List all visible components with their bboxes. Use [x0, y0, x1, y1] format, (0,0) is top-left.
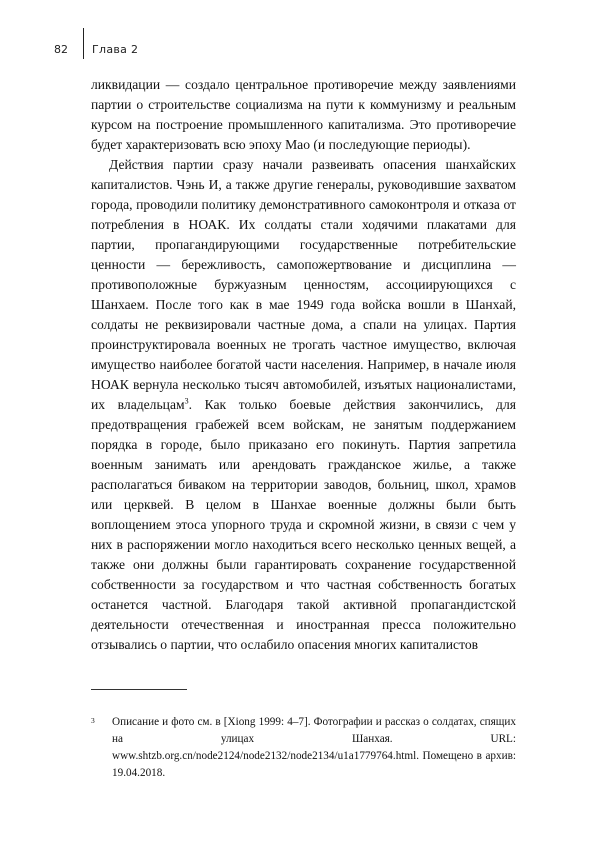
footnote-separator	[91, 689, 187, 690]
page-number: 82	[54, 43, 68, 56]
footnote	[91, 714, 516, 782]
main-text	[91, 75, 516, 655]
paragraph-continued: ликвидации — создало центральное противоречие между заявлениями партии о строительстве социализма на пути к коммунизму и реальным курсом на построение промышленного капитализма. Это противоречие будет характеризовать всю эпоху Мао (и последующие периоды).	[91, 77, 516, 152]
paragraph: Действия партии сразу начали развеивать опасения шанхайских капиталистов. Чэнь И, а также другие генералы, руководившие захватом города, проводили политику демонстративного самоконтроля и отказа от потребления в НОАК. Их солдаты стали ходячими плакатами для партии, пропагандирующими государственные потребительские ценности — бережливость, самопожертвование и дисциплина — противоположные буржуазным ценностям, ассоциирующихся с Шанхаем. После того как в мае 1949 года войска вошли в Шанхай, солдаты не реквизировали частные дома, а спали на улицах. Партия проинструктировала военных не трогать частное имущество, включая имущество наиболее богатой части населения. Например, в начале июля НОАК вернула несколько тысяч автомобилей, изъятых националистами, их владельцам$^3$. Как только боевые действия закончились, для предотвращения грабежей всем войскам, не занятым поддержанием порядка в городе, было приказано его покинуть. Партия запретила военным занимать или арендовать гражданское жилье, а также располагаться биваком на территории заводов, больниц, школ, храмов или церквей. В целом в Шанхае военные должны были быть воплощением этоса упорного труда и скромной жизни, в связи с чем у них в распоряжении могло находиться всего несколько ценных вещей, а также они должны были гарантировать сохранение государственной собственности за государством и что частная собственность богатых останется частной. Благодаря такой активной пропагандистской деятельности отечественная и иностранная пресса положительно отзывались о партии, что ослабило опасения многих капиталистов	[91, 157, 516, 652]
paragraph-text: Действия партии сразу начали развеивать опасения шанхайских капиталистов. Чэнь И, а также другие генералы, руководившие захватом города, проводили политику демонстративного самоконтроля и отказа от потребления в НОАК. Их солдаты стали ходячими плакатами для партии, пропагандирующими государственные потребительские ценности — бережливость, самопожертвование и дисциплина — противоположные буржуазным ценностям, ассоциирующихся с Шанхаем. После того как в мае 1949 года войска вошли в Шанхай, солдаты не реквизировали частные дома, а спали на улицах. Партия проинструктировала военных не трогать частное имущество, включая имущество наиболее богатой части населения. Например, в начале июля НОАК вернула несколько тысяч автомобилей, изъятых националистами, их владельцам	[91, 157, 516, 412]
footnote-marker: 3	[91, 716, 95, 725]
paragraph-text-continued: Как только боевые действия закончились, для предотвращения грабежей всем войскам, не занятым поддержанием порядка в городе, было приказано его покинуть. Партия запретила военным занимать или арендовать гражданское жилье, а также располагаться биваком на территории заводов, больниц, школ, храмов или церквей. В целом в Шанхае военные должны были быть воплощением этоса упорного труда и скромной жизни, в связи с чем у них в распоряжении могло находиться всего несколько ценных вещей, а также они должны были гарантировать сохранение государственной собственности за государством и что частная собственность богатых останется частной. Благодаря такой активной пропагандистской деятельности отечественная и иностранная пресса положительно отзывались о партии, что ослабило опасения многих капиталистов	[91, 397, 516, 652]
header-divider	[83, 28, 84, 59]
chapter-title: Глава 2	[92, 43, 139, 56]
footnote-reference: 3	[184, 396, 189, 406]
running-head	[54, 34, 138, 65]
footnote-text: Описание и фото см. в [Xiong 1999: 4–7]. Фотографии и рассказ о солдатах, спящих на улицах Шанхая. URL: www.shtzb.org.cn/node2124/node2132/node2134/u1a1779764.html. Помещено в архив: 19.04.2018.	[112, 716, 516, 779]
